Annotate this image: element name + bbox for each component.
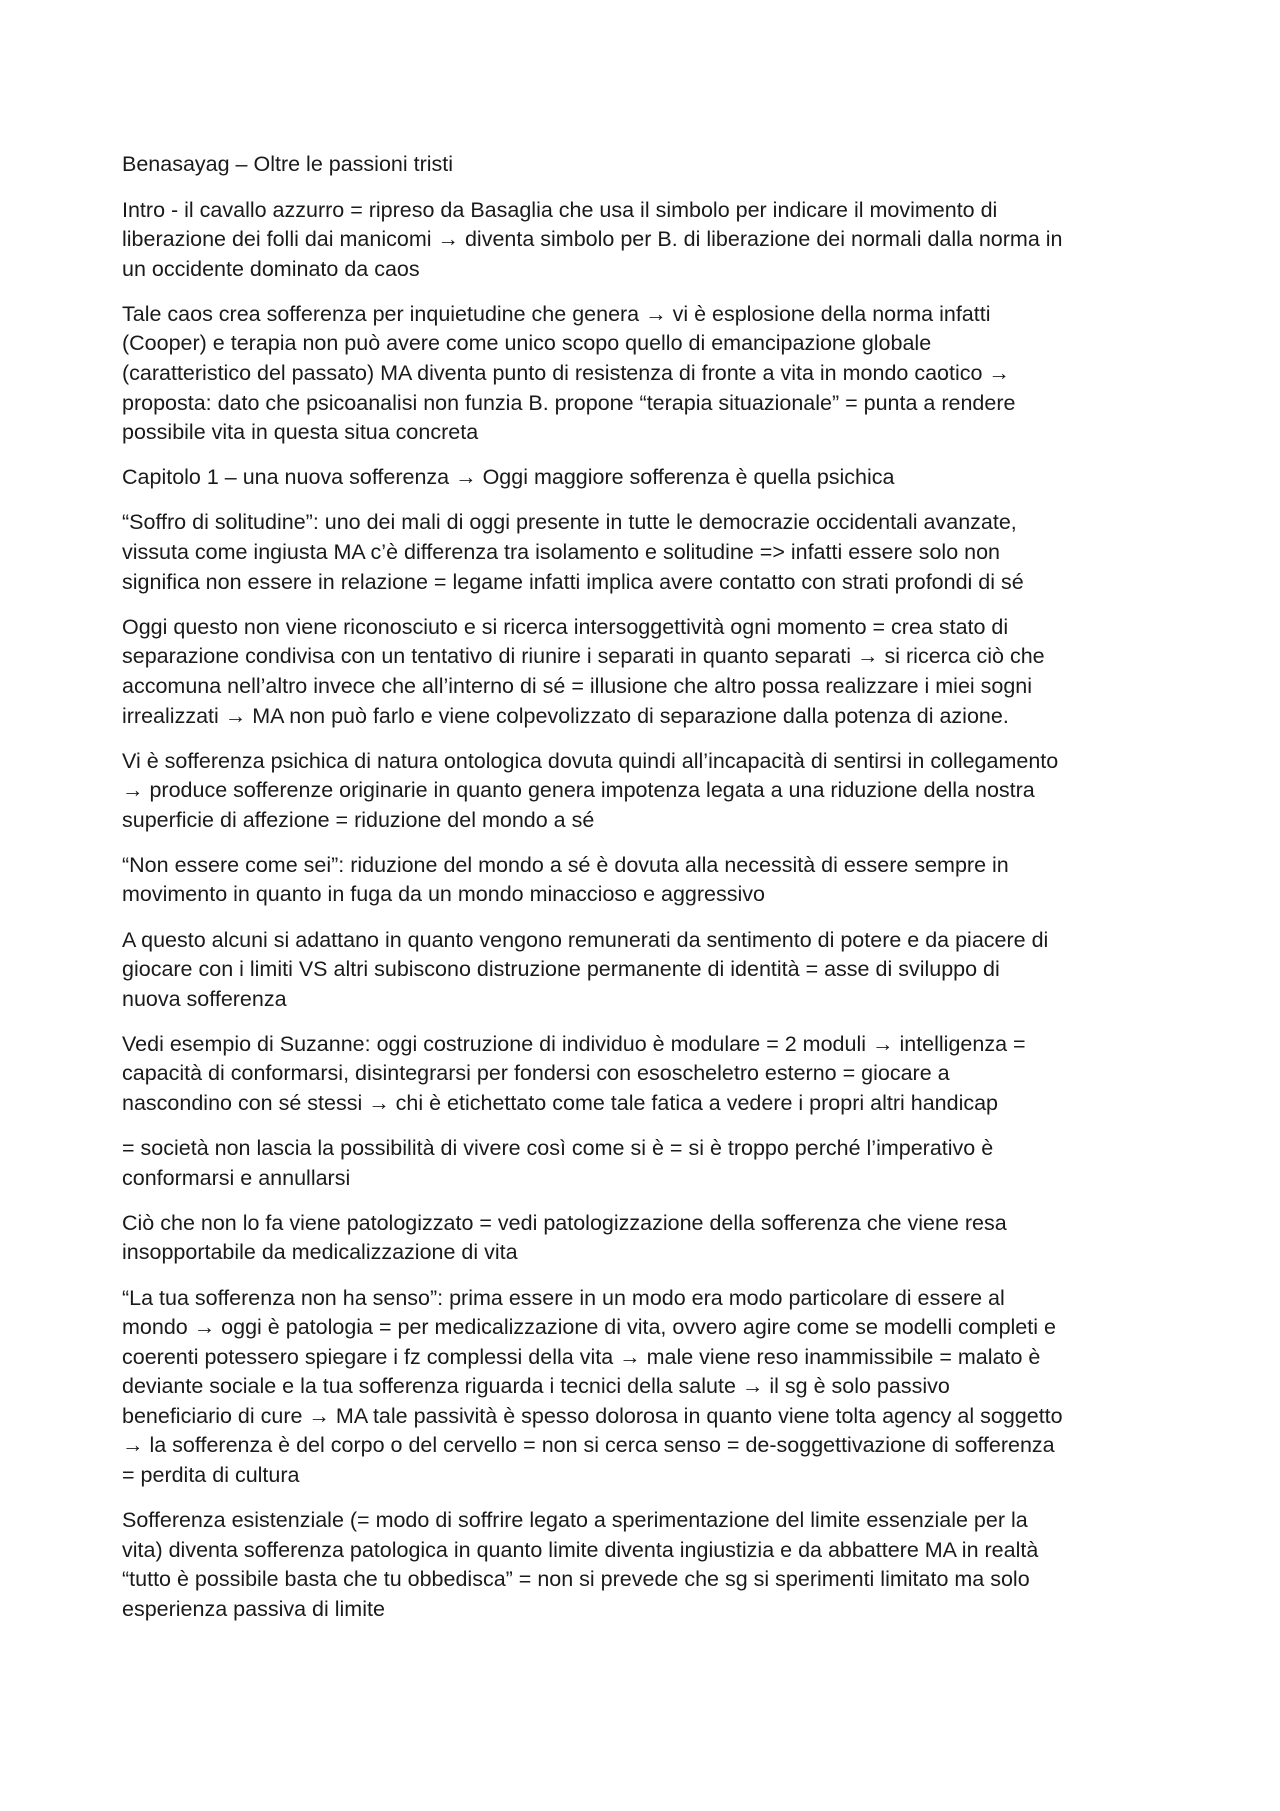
paragraph-senso: “La tua sofferenza non ha senso”: prima essere in un modo era modo particolare di essere al mondo → oggi è patologia = per medicalizzazione di vita, ovvero agire come se modelli completi e coerenti potessero spiegare i fz complessi della vita → male viene reso inammissibile = malato è deviante sociale e la tua sofferenza riguarda i tecnici della salute → il sg è solo passivo beneficiario di cure → MA tale passività è spesso dolorosa in quanto viene tolta agency al soggetto → la sofferenza è del corpo o del cervello = non si cerca senso = de-soggettivazione di sofferenza = perdita di cultura: [122, 1285, 1063, 1488]
paragraph-intersoggettivita: Oggi questo non viene riconosciuto e si ricerca intersoggettività ogni momento = crea stato di separazione condivisa con un tentativo di riunire i separati in quanto separati → si ricerca ciò che accomuna nell’altro invece che all’interno di sé = illusione che altro possa realizzare i miei sogni irrealizzati → MA non può farlo e viene colpevolizzato di separazione dalla potenza di azione.: [122, 614, 1045, 728]
paragraph-patologizzazione: Ciò che non lo fa viene patologizzato = vedi patologizzazione della sofferenza che viene resa insopportabile da medicalizzazione di vita: [122, 1210, 1007, 1265]
paragraph-caos: Tale caos crea sofferenza per inquietudine che genera → vi è esplosione della norma infatti (Cooper) e terapia non può avere come unico scopo quello di emancipazione globale (caratteristico del passato) MA diventa punto di resistenza di fronte a vita in mondo caotico → proposta: dato che psicoanalisi non funzia B. propone “terapia situazionale” = punta a rendere possibile vita in questa situa concreta: [122, 301, 1016, 445]
paragraph-adattamento: A questo alcuni si adattano in quanto vengono remunerati da sentimento di potere e da piacere di giocare con i limiti VS altri subiscono distruzione permanente di identità = asse di sviluppo di nuova sofferenza: [122, 927, 1049, 1011]
paragraph-capitolo-1: Capitolo 1 – una nuova sofferenza → Oggi maggiore sofferenza è quella psichica: [122, 465, 895, 490]
paragraph-sofferenza-ontologica: Vi è sofferenza psichica di natura ontologica dovuta quindi all’incapacità di sentirsi in collegamento → produce sofferenze originarie in quanto genera impotenza legata a una riduzione della nostra superficie di affezione = riduzione del mondo a sé: [122, 748, 1059, 832]
paragraph-suzanne: Vedi esempio di Suzanne: oggi costruzione di individuo è modulare = 2 moduli → intelligenza = capacità di conformarsi, disintegrarsi per fondersi con esoscheletro esterno = giocare a nascondino con sé stessi → chi è etichettato come tale fatica a vedere i propri altri handicap: [122, 1031, 1026, 1116]
paragraph-solitudine: “Soffro di solitudine”: uno dei mali di oggi presente in tutte le democrazie occidentali avanzate, vissuta come ingiusta MA c’è differenza tra isolamento e solitudine => infatti essere solo non significa non essere in relazione = legame infatti implica avere contatto con strati profondi di sé: [122, 510, 1024, 594]
paragraph-societa: = società non lascia la possibilità di vivere così come si è = si è troppo perché l’imperativo è conformarsi e annullarsi: [122, 1136, 994, 1190]
paragraph-sofferenza-esistenziale: Sofferenza esistenziale (= modo di soffrire legato a sperimentazione del limite essenziale per la vita) diventa sofferenza patologica in quanto limite diventa ingiustizia e da abbattere MA in realtà “tutto è possibile basta che tu obbedisca” = non si prevede che sg si sperimenti limitato ma solo esperienza passiva di limite: [122, 1508, 1039, 1621]
paragraph-intro: Intro - il cavallo azzurro = ripreso da Basaglia che usa il simbolo per indicare il movimento di liberazione dei folli dai manicomi → diventa simbolo per B. di liberazione dei normali dalla norma in un occidente dominato da caos: [122, 197, 1063, 281]
document-page: [122, 150, 1172, 1640]
document-title: Benasayag – Oltre le passioni tristi: [122, 152, 454, 176]
paragraph-non-essere-come-sei: “Non essere come sei”: riduzione del mondo a sé è dovuta alla necessità di essere sempre in movimento in quanto in fuga da un mondo minaccioso e aggressivo: [122, 852, 1009, 907]
